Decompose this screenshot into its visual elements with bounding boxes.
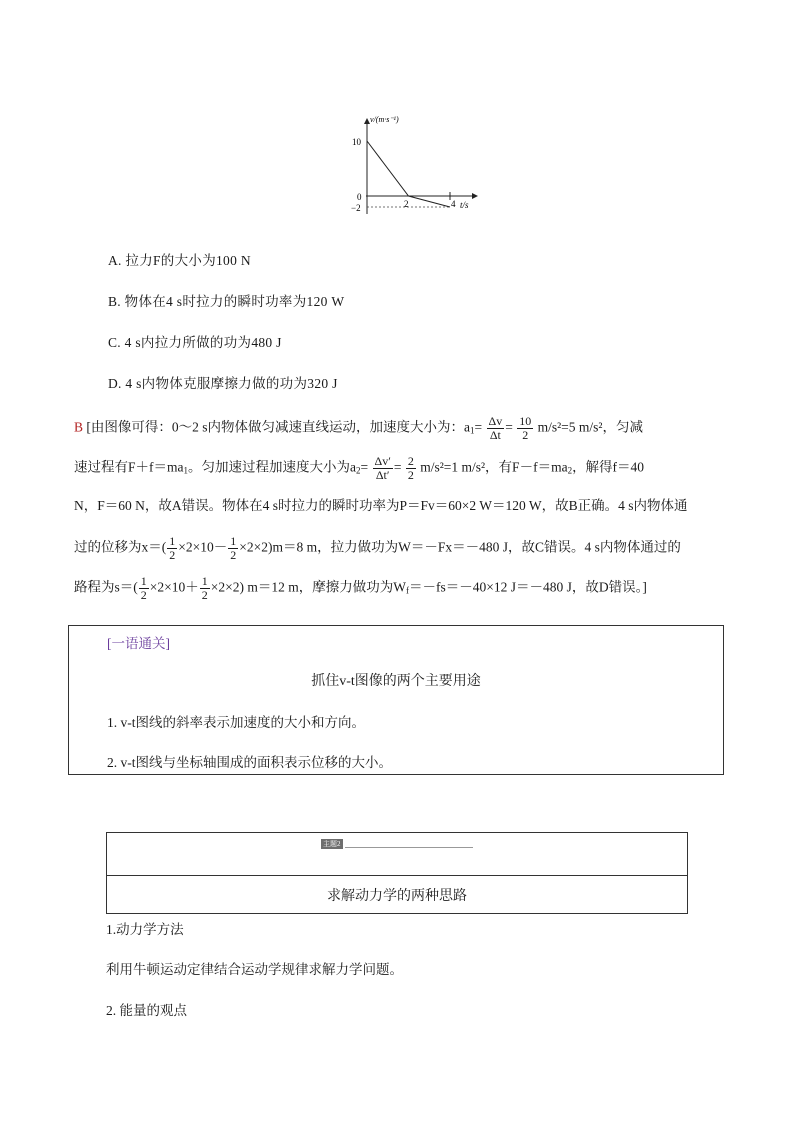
solution-text: ，解得f＝40 — [572, 459, 645, 475]
topic-rule — [345, 847, 473, 848]
solution-text: 速过程有F＋f＝ma — [74, 459, 184, 475]
fraction — [200, 575, 210, 602]
solution-text: 过的位移为x＝( — [74, 539, 167, 555]
fraction-numerator: 1 — [230, 534, 237, 548]
fraction-denominator: 2 — [407, 468, 414, 482]
subscript: f — [405, 585, 409, 596]
fraction — [517, 415, 533, 442]
fraction — [487, 415, 505, 442]
solution-line-3: N，F＝60 N，故A错误。物体在4 s时拉力的瞬时功率为P＝Fv＝60×2 W＝120 W，故B正确。4 s内物体通 — [74, 498, 688, 513]
fraction-numerator: 10 — [519, 414, 532, 428]
section-heading-2: 2. 能量的观点 — [106, 1003, 187, 1018]
x-axis-label: t/s — [460, 200, 469, 210]
option-a: A. 拉力F的大小为100 N — [108, 253, 251, 268]
option-d: D. 4 s内物体克服摩擦力做的功为320 J — [108, 376, 338, 391]
fraction — [406, 455, 416, 482]
answer-letter: B — [74, 419, 84, 435]
fraction — [167, 535, 177, 562]
tick-label-2: 2 — [404, 199, 409, 209]
solution-text: 。匀加速过程加速度大小为a — [188, 459, 356, 475]
x-axis-arrow — [472, 193, 478, 199]
tick-label-neg2: −2 — [351, 203, 361, 213]
option-c: C. 4 s内拉力所做的功为480 J — [108, 335, 282, 350]
paragraph-1: 利用牛顿运动定律结合运动学规律求解力学问题。 — [106, 962, 403, 977]
tick-label-0: 0 — [357, 192, 362, 202]
solution-text: = — [505, 419, 513, 435]
solution-text: = — [393, 459, 402, 475]
solution-text: ＝－fs＝－40×12 J＝－480 J，故D错误。] — [408, 579, 647, 595]
solution-text: ×2×2)m＝8 m，拉力做功为W＝－Fx＝－480 J，故C错误。4 s内物体通过的 — [239, 539, 681, 555]
fraction — [373, 455, 393, 482]
tip-title: 抓住v-t图像的两个主要用途 — [311, 674, 481, 689]
fraction-numerator: Δv′ — [374, 454, 391, 468]
solution-text: ×2×2) m＝12 m，摩擦力做功为W — [210, 579, 406, 595]
fraction-denominator: 2 — [140, 588, 147, 602]
topic-box — [106, 832, 688, 914]
topic-divider — [107, 875, 687, 876]
fraction — [139, 575, 149, 602]
subscript: 1 — [470, 425, 475, 436]
tip-tag: [一语通关] — [107, 636, 170, 651]
solution-line-5 — [74, 575, 724, 602]
fraction — [228, 535, 238, 562]
option-b: B. 物体在4 s时拉力的瞬时功率为120 W — [108, 294, 345, 309]
solution-text: ×2×10＋ — [149, 579, 199, 595]
solution-text: = — [360, 459, 369, 475]
solution-text: [由图像可得：0～2 s内物体做匀减速直线运动，加速度大小为：a — [86, 419, 471, 435]
v-t-line — [367, 141, 450, 207]
solution-text: m/s²=5 m/s²，匀减 — [537, 419, 643, 435]
solution-line-2 — [74, 455, 724, 482]
tip-item-1: 1. v-t图线的斜率表示加速度的大小和方向。 — [107, 715, 365, 730]
section-heading-1: 1.动力学方法 — [106, 922, 184, 937]
solution-text: = — [474, 419, 483, 435]
subscript: 2 — [567, 465, 573, 476]
fraction-denominator: 2 — [522, 428, 529, 442]
topic-tag: 主题2 — [323, 840, 341, 848]
topic-title: 求解动力学的两种思路 — [327, 889, 467, 904]
solution-text: 路程为s＝( — [74, 579, 138, 595]
fraction-denominator: Δt — [489, 428, 501, 442]
tip-item-2: 2. v-t图线与坐标轴围成的面积表示位移的大小。 — [107, 755, 392, 770]
solution-text: ×2×10－ — [178, 539, 228, 555]
tick-label-4: 4 — [451, 199, 456, 209]
y-axis-label: v/(m·s⁻¹) — [370, 115, 399, 124]
fraction-numerator: 1 — [201, 574, 208, 588]
solution-text: m/s²=1 m/s²，有F－f＝ma — [420, 459, 568, 475]
tip-box — [68, 625, 724, 775]
tick-label-10: 10 — [352, 137, 361, 147]
fraction-numerator: 1 — [169, 534, 176, 548]
v-t-graph — [340, 110, 480, 220]
fraction-denominator: 2 — [230, 548, 237, 562]
fraction-numerator: 1 — [140, 574, 147, 588]
fraction-numerator: Δv — [488, 414, 503, 428]
v-t-graph-svg — [340, 110, 480, 220]
fraction-denominator: 2 — [169, 548, 176, 562]
fraction-numerator: 2 — [407, 454, 414, 468]
fraction-denominator: 2 — [201, 588, 208, 602]
solution-line-4 — [74, 535, 724, 562]
subscript: 2 — [356, 465, 361, 476]
solution-line-1 — [74, 415, 724, 442]
fraction-denominator: Δt′ — [375, 468, 390, 482]
subscript: 1 — [183, 465, 188, 476]
